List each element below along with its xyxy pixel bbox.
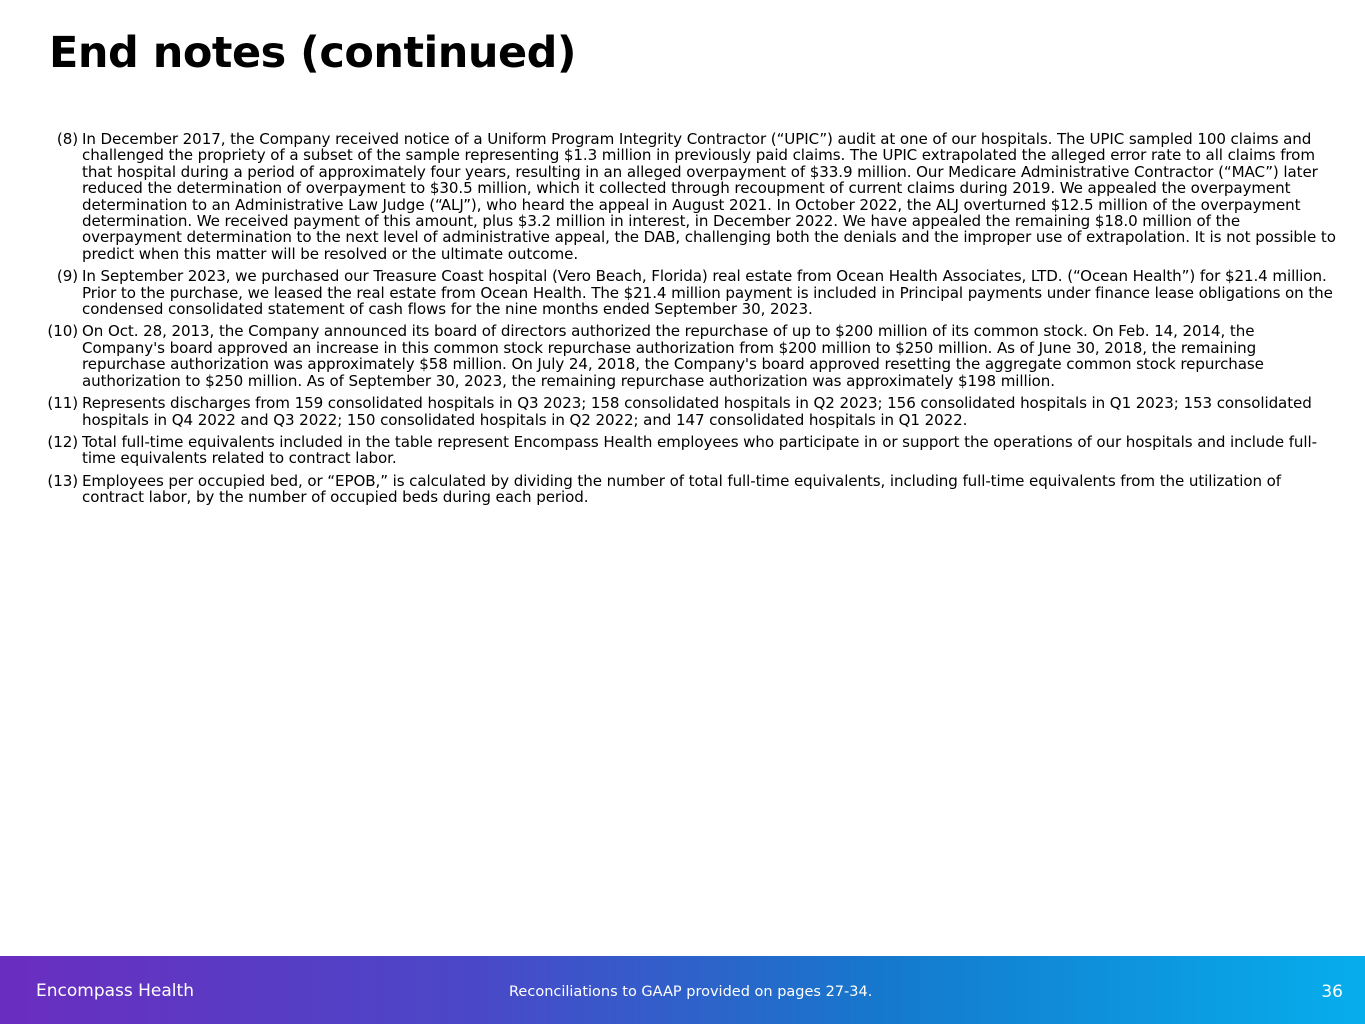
end-note-number: (9) xyxy=(56,267,78,286)
end-note-item xyxy=(38,473,1338,506)
footer-reconciliation-note: Reconciliations to GAAP provided on pages 27-34. xyxy=(509,984,873,1000)
end-note-number: (13) xyxy=(47,471,78,490)
end-note-item xyxy=(38,323,1338,389)
end-notes-list xyxy=(38,131,1338,512)
end-note-text: On Oct. 28, 2013, the Company announced its board of directors authorized the repurchase of up to $200 million of its common stock. On Feb. 14, 2014, the Company's board approved an increase in this common stock repurchase authorization from $200 million to $250 million. As of June 30, 2018, the remaining repurchase authorization was approximately $58 million. On July 24, 2018, the Company's board approved resetting the aggregate common stock repurchase authorization to $250 million. As of September 30, 2023, the remaining repurchase authorization was approximately $198 million. xyxy=(82,322,1264,390)
end-note-text: Total full-time equivalents included in the table represent Encompass Health employees who participate in or support the operations of our hospitals and include full-time equivalents related to contract labor. xyxy=(82,432,1317,468)
end-note-text: In December 2017, the Company received notice of a Uniform Program Integrity Contractor (“UPIC”) audit at one of our hospitals. The UPIC sampled 100 claims and challenged the propriety of a subset of the sample representing $1.3 million in previously paid claims. The UPIC extrapolated the alleged error rate to all claims from that hospital during a period of approximately four years, resulting in an alleged overpayment of $33.9 million. Our Medicare Administrative Contractor (“MAC”) later reduced the determination of overpayment to $30.5 million, which it collected through recoupment of current claims during 2019. We appealed the overpayment determination to an Administrative Law Judge (“ALJ”), who heard the appeal in August 2021. In October 2022, the ALJ overturned $12.5 million of the overpayment determination. We received payment of this amount, plus $3.2 million in interest, in December 2022. We have appealed the remaining $18.0 million of the overpayment determination to the next level of administrative appeal, the DAB, challenging both the denials and the improper use of extrapolation. It is not possible to predict when this matter will be resolved or the ultimate outcome. xyxy=(82,130,1336,263)
page-number: 36 xyxy=(1321,982,1343,1002)
end-note-text: Represents discharges from 159 consolidated hospitals in Q3 2023; 158 consolidated hospitals in Q2 2023; 156 consolidated hospitals in Q1 2023; 153 consolidated hospitals in Q4 2022 and Q3 2022; 150 consolidated hospitals in Q2 2022; and 147 consolidated hospitals in Q1 2022. xyxy=(82,394,1312,429)
end-note-item xyxy=(38,268,1338,317)
end-note-number: (8) xyxy=(56,130,78,148)
end-note-number: (11) xyxy=(47,394,78,413)
end-note-item xyxy=(38,131,1338,262)
end-note-item xyxy=(38,434,1338,467)
end-note-text: Employees per occupied bed, or “EPOB,” is calculated by dividing the number of total full-time equivalents, including full-time equivalents from the utilization of contract labor, by the number of occupied beds during each period. xyxy=(82,471,1281,507)
end-note-text: In September 2023, we purchased our Treasure Coast hospital (Vero Beach, Florida) real estate from Ocean Health Associates, LTD. (“Ocean Health”) for $21.4 million. Prior to the purchase, we leased the real estate from Ocean Health. The $21.4 million payment is included in Principal payments under finance lease obligations on the condensed consolidated statement of cash flows for the nine months ended September 30, 2023. xyxy=(82,267,1333,319)
footer-bar xyxy=(0,956,1365,1024)
end-note-number: (12) xyxy=(47,432,78,451)
page-title: End notes (continued) xyxy=(49,28,577,78)
end-note-item xyxy=(38,395,1338,428)
footer-brand: Encompass Health xyxy=(36,981,194,1001)
end-note-number: (10) xyxy=(47,322,78,341)
